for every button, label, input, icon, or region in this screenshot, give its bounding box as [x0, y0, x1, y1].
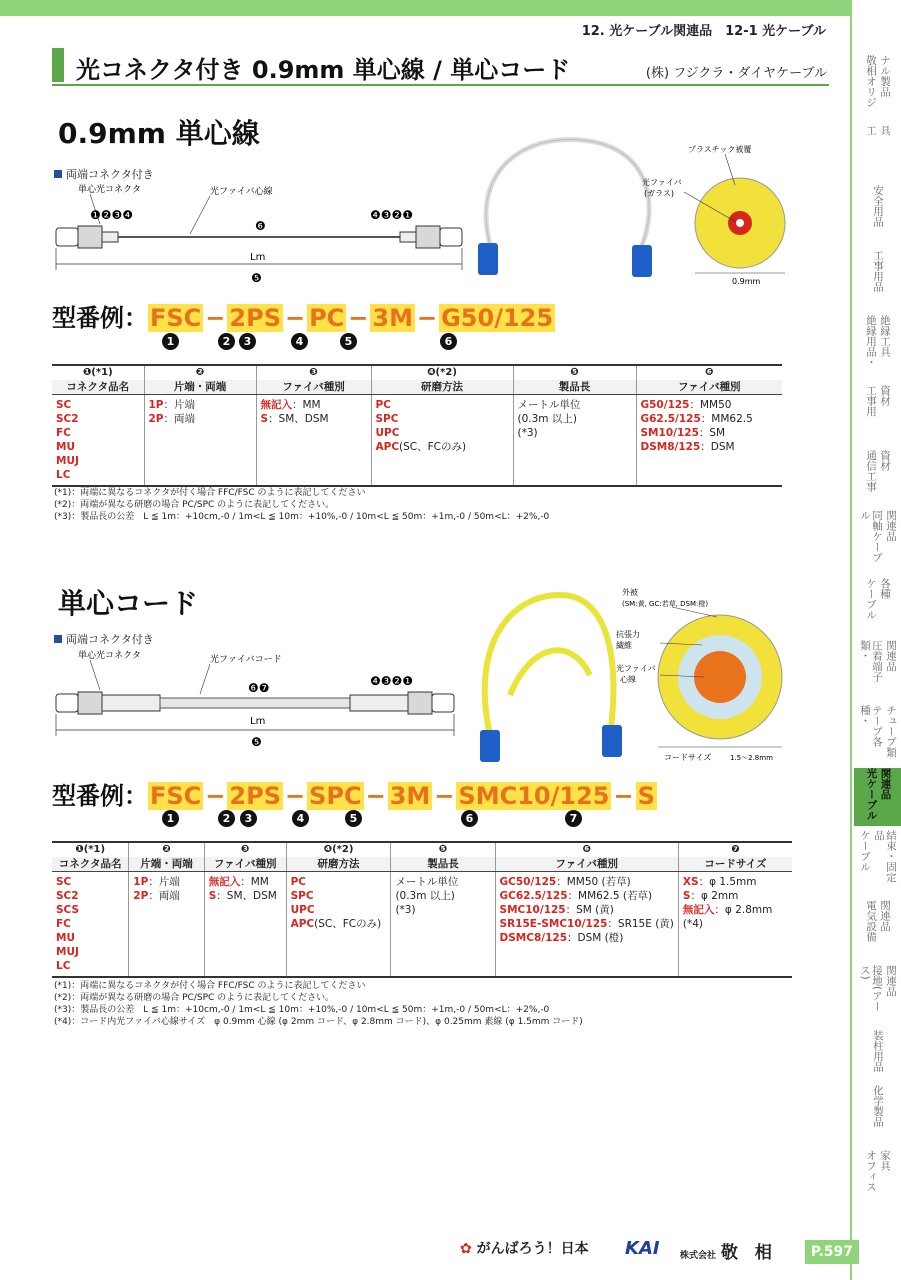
num-badge: 2: [218, 333, 235, 350]
sidebar-category-label: オフィス: [865, 1150, 877, 1192]
model-part: PC: [309, 304, 345, 332]
table-cell: 無記入：MM S：SM、DSM: [256, 395, 371, 487]
sidebar-category-label: 各種: [879, 578, 891, 599]
category-sidebar: [850, 0, 901, 1280]
sidebar-category-item[interactable]: [856, 578, 900, 633]
fiber-label: 光ファイバコード: [210, 655, 282, 665]
section2-notes: (*1)：両端に異なるコネクタが付く場合 FFC/FSC のように表記してください (*2)：両端が異なる研磨の場合 PC/SPC のように表記してください。 (*3)：製品長の公差 L ≦ 1m：+10cm,-0 / 1m<L ≦ 10m：+10%,-0 / 10m<L ≦ 50m：+1m,-0 / 50m<L：+2%,-0 (*4)：コード内光ファイバ心線サイズ φ 0.9mm 心線 (φ 2mm コード、φ 2.8mm コード)、φ 0.25mm 素線 (φ 1.5mm コード): [54, 981, 583, 1027]
table-header: コードサイズ: [678, 857, 792, 872]
table-header: ファイバ種別: [256, 380, 371, 395]
sidebar-category-label: 家具: [879, 1150, 891, 1171]
title-accent-bar: [52, 48, 64, 82]
sidebar-category-label: ナル製品: [879, 55, 891, 97]
sidebar-category-label: 工: [865, 125, 877, 136]
inner-fiber-label-1: 光ファイバ: [642, 178, 682, 187]
outer-jacket-label: 外被: [622, 588, 638, 597]
table-header: 製品長: [391, 857, 495, 872]
sidebar-category-item[interactable]: [856, 450, 900, 502]
table-cell: SC SC2 FC MU MUJ LC: [52, 395, 144, 487]
sidebar-category-item[interactable]: [856, 705, 900, 760]
sidebar-category-label: 関連品: [885, 510, 897, 542]
company-name: 株式会社 敬 相: [680, 1243, 772, 1263]
model-part: 2PS: [229, 304, 281, 332]
sidebar-category-item[interactable]: [856, 185, 900, 237]
sidebar-category-label: 通信工事: [865, 450, 877, 492]
sidebar-category-label: 結束・固定品: [873, 830, 897, 883]
strength-fiber-label-1: 抗張力: [616, 630, 640, 639]
outer-jacket-sub: (SM:黄, GC:若草, DSM:橙): [622, 600, 709, 608]
length-label: Lm: [250, 252, 266, 263]
sidebar-category-label: 資材: [879, 385, 891, 406]
num-badge: 1: [162, 810, 179, 827]
model-nums-2: [0, 810, 850, 828]
sidebar-category-label: 光ケーブル: [865, 768, 878, 821]
sidebar-category-label: 絶縁工具: [879, 315, 891, 357]
num-badge: 4: [292, 810, 309, 827]
length-num: ❺: [251, 735, 262, 749]
cord-size-label: コードサイズ: [664, 753, 712, 762]
sidebar-category-label: 電気設備: [865, 900, 877, 942]
sidebar-category-item[interactable]: [856, 830, 900, 892]
num-badge: 4: [291, 333, 308, 350]
num-badge: 1: [162, 333, 179, 350]
table-header: 片端・両端: [144, 380, 256, 395]
fiber-label: 光ファイバ心線: [210, 187, 273, 197]
num-badge: 2: [218, 810, 235, 827]
table-cell: XS：φ 1.5mm S：φ 2mm 無記入：φ 2.8mm (*4): [678, 872, 792, 978]
table-cell: PC SPC UPC APC(SC、FCのみ): [371, 395, 513, 487]
spec-table-2: [52, 841, 792, 978]
cross-section-diagram-1: [640, 140, 800, 290]
table-header: コネクタ品名: [52, 857, 129, 872]
table-cell: メートル単位 (0.3m 以上) (*3): [513, 395, 636, 487]
model-example-1: 型番例：FSC − 2PS − PC − 3M − G50/125: [52, 304, 554, 332]
sidebar-category-item[interactable]: [854, 768, 901, 826]
sidebar-category-item[interactable]: [856, 965, 900, 1020]
connector-label: 単心光コネクタ: [78, 651, 141, 661]
breadcrumb: 12. 光ケーブル関連品 12-1 光ケーブル: [581, 24, 826, 39]
table-cell: G50/125：MM50 G62.5/125：MM62.5 SM10/125：SM DSM8/125：DSM: [636, 395, 782, 487]
top-color-bar: [0, 0, 850, 16]
table-col-index: ❸: [204, 842, 286, 857]
sidebar-category-label: 絶縁用品・: [865, 315, 877, 368]
model-prefix: 型番例：: [52, 782, 148, 810]
sidebar-category-label: ケーブル: [865, 578, 877, 620]
sidebar-category-label: テープ各種・: [859, 705, 883, 747]
sidebar-category-label: ケーブル: [859, 830, 871, 872]
sidebar-category-label: 関連品: [879, 900, 891, 932]
cross-dim: 0.9mm: [732, 277, 761, 286]
sidebar-category-label: 安全用品: [872, 185, 884, 227]
sidebar-category-item[interactable]: [856, 315, 900, 373]
model-part: S: [637, 782, 655, 810]
section2-subtitle: 両端コネクタ付き: [54, 631, 154, 647]
table-col-index: ❶(*1): [52, 842, 129, 857]
num-badge: 6: [461, 810, 478, 827]
sidebar-category-item[interactable]: [856, 1085, 900, 1130]
cord-cable-photo: [470, 585, 630, 775]
section1-notes: (*1)：両端に異なるコネクタが付く場合 FFC/FSC のように表記してください (*2)：両端が異なる研磨の場合 PC/SPC のように表記してください。 (*3)：製品長の公差 L ≦ 1m：+10cm,-0 / 1m<L ≦ 10m：+10%,-0 / 10m<L ≦ 50m：+1m,-0 / 50m<L：+2%,-0: [54, 488, 550, 522]
table-col-index: ❺: [513, 365, 636, 380]
table-col-index: ❷: [129, 842, 204, 857]
model-part: SMC10/125: [458, 782, 610, 810]
table-cell: GC50/125：MM50 (若草) GC62.5/125：MM62.5 (若草) SMC10/125：SM (黄) SR15E-SMC10/125：SR15E (黄) DSMC8/125：DSM (橙): [495, 872, 678, 978]
strength-fiber-label-2: 繊維: [616, 641, 632, 650]
sidebar-category-item[interactable]: [856, 385, 900, 440]
table-header: ファイバ種別: [495, 857, 678, 872]
table-col-index: ❸: [256, 365, 371, 380]
table-header: 片端・両端: [129, 857, 204, 872]
table-cell: 1P：片端 2P：両端: [144, 395, 256, 487]
num-badge: 7: [565, 810, 582, 827]
sidebar-category-item[interactable]: [856, 125, 900, 175]
page-title: 光コネクタ付き 0.9mm 単心線 / 単心コード: [76, 56, 571, 84]
section1-subtitle: 両端コネクタ付き: [54, 166, 154, 182]
length-num: ❺: [251, 271, 262, 285]
outer-coating-label: プラスチック被覆: [688, 145, 752, 154]
model-example-2: 型番例：FSC − 2PS − SPC − 3M − SMC10/125 − S: [52, 782, 655, 810]
square-bullet-icon: [54, 170, 62, 178]
section2-title: 単心コード: [58, 587, 199, 620]
num-badge: 6: [440, 333, 457, 350]
sidebar-category-label: 化学製品: [872, 1085, 884, 1127]
table-col-index: ❺: [391, 842, 495, 857]
table-col-index: ❻: [495, 842, 678, 857]
sidebar-category-label: 関連品: [885, 965, 897, 997]
table-cell: メートル単位 (0.3m 以上) (*3): [391, 872, 495, 978]
length-label: Lm: [250, 716, 266, 727]
num-badge: 5: [345, 810, 362, 827]
num-badge: 3: [239, 333, 256, 350]
sidebar-category-label: 関連品: [879, 768, 892, 800]
table-col-index: ❻: [636, 365, 782, 380]
section2-drawing: [50, 644, 470, 754]
table-header: 研磨方法: [371, 380, 513, 395]
sidebar-category-label: 工事用: [865, 385, 877, 417]
table-col-index: ❼: [678, 842, 792, 857]
table-header: 製品長: [513, 380, 636, 395]
slogan-logo: ✿ がんばろう！日本: [460, 1241, 589, 1257]
model-part: 2PS: [229, 782, 281, 810]
sidebar-category-label: 敬相オリジ: [865, 55, 877, 108]
model-part: G50/125: [441, 304, 554, 332]
cross-section-diagram-2: [612, 585, 802, 770]
model-prefix: 型番例：: [52, 304, 148, 332]
model-part: 3M: [372, 304, 413, 332]
sidebar-category-label: 同軸ケーブル: [859, 510, 883, 563]
sidebar-category-label: 接地(アース): [859, 965, 883, 1012]
page-header: [52, 44, 829, 86]
table-col-index: ❷: [144, 365, 256, 380]
model-nums-1: [0, 333, 850, 351]
sidebar-category-label: 圧着端子類・: [859, 640, 883, 682]
connector-label: 単心光コネクタ: [78, 185, 141, 195]
sidebar-category-label: 関連品: [885, 640, 897, 672]
sidebar-category-item[interactable]: [856, 1150, 900, 1205]
sidebar-category-item[interactable]: [856, 1030, 900, 1075]
flower-icon: ✿: [460, 1241, 472, 1257]
brand-logo: KAI: [625, 1238, 660, 1259]
table-cell: 無記入：MM S：SM、DSM: [204, 872, 286, 978]
model-part: SPC: [309, 782, 362, 810]
connector-nums-right: ❹❸❷❶: [370, 674, 414, 688]
table-col-index: ❹(*2): [286, 842, 391, 857]
section1-drawing: [50, 178, 470, 288]
section1-title: 0.9mm 単心線: [58, 117, 260, 150]
sidebar-category-label: 装柱用品: [872, 1030, 884, 1072]
table-col-index: ❶(*1): [52, 365, 144, 380]
sidebar-category-item[interactable]: [856, 900, 900, 955]
num-badge: 3: [240, 810, 257, 827]
cord-size-range: 1.5〜2.8mm: [730, 754, 773, 762]
fiber-core-label-2: 心線: [620, 675, 636, 684]
sidebar-category-item[interactable]: [856, 640, 900, 695]
model-part: FSC: [150, 782, 202, 810]
sidebar-category-item[interactable]: [856, 250, 900, 306]
num-badge: 5: [340, 333, 357, 350]
table-header: ファイバ種別: [636, 380, 782, 395]
model-part: 3M: [389, 782, 431, 810]
table-header: 研磨方法: [286, 857, 391, 872]
connector-nums-right: ❹❸❷❶: [370, 208, 414, 222]
sidebar-category-item[interactable]: [856, 55, 900, 115]
table-col-index: ❹(*2): [371, 365, 513, 380]
page-number: P.597: [805, 1240, 859, 1264]
table-cell: SC SC2 SCS FC MU MUJ LC: [52, 872, 129, 978]
table-cell: PC SPC UPC APC(SC、FCのみ): [286, 872, 391, 978]
spec-table-1: [52, 364, 782, 487]
fiber-num: ❻: [255, 219, 266, 233]
sidebar-category-label: 工事用品: [872, 250, 884, 292]
sidebar-category-label: 資材: [879, 450, 891, 471]
fiber-nums: ❻❼: [248, 681, 270, 695]
fiber-core-label-1: 光ファイバ: [616, 664, 656, 673]
table-cell: 1P：片端 2P：両端: [129, 872, 204, 978]
table-header: ファイバ種別: [204, 857, 286, 872]
sidebar-category-label: 具: [879, 125, 891, 136]
sidebar-category-label: チューブ類: [885, 705, 897, 758]
inner-fiber-label-2: (ガラス): [644, 189, 675, 198]
sidebar-category-item[interactable]: [856, 510, 900, 570]
table-header: コネクタ品名: [52, 380, 144, 395]
maker-name: (株) フジクラ・ダイヤケーブル: [645, 66, 827, 81]
model-part: FSC: [150, 304, 202, 332]
connector-nums-left: ❶❷❸❹: [90, 208, 134, 222]
square-bullet-icon: [54, 635, 62, 643]
